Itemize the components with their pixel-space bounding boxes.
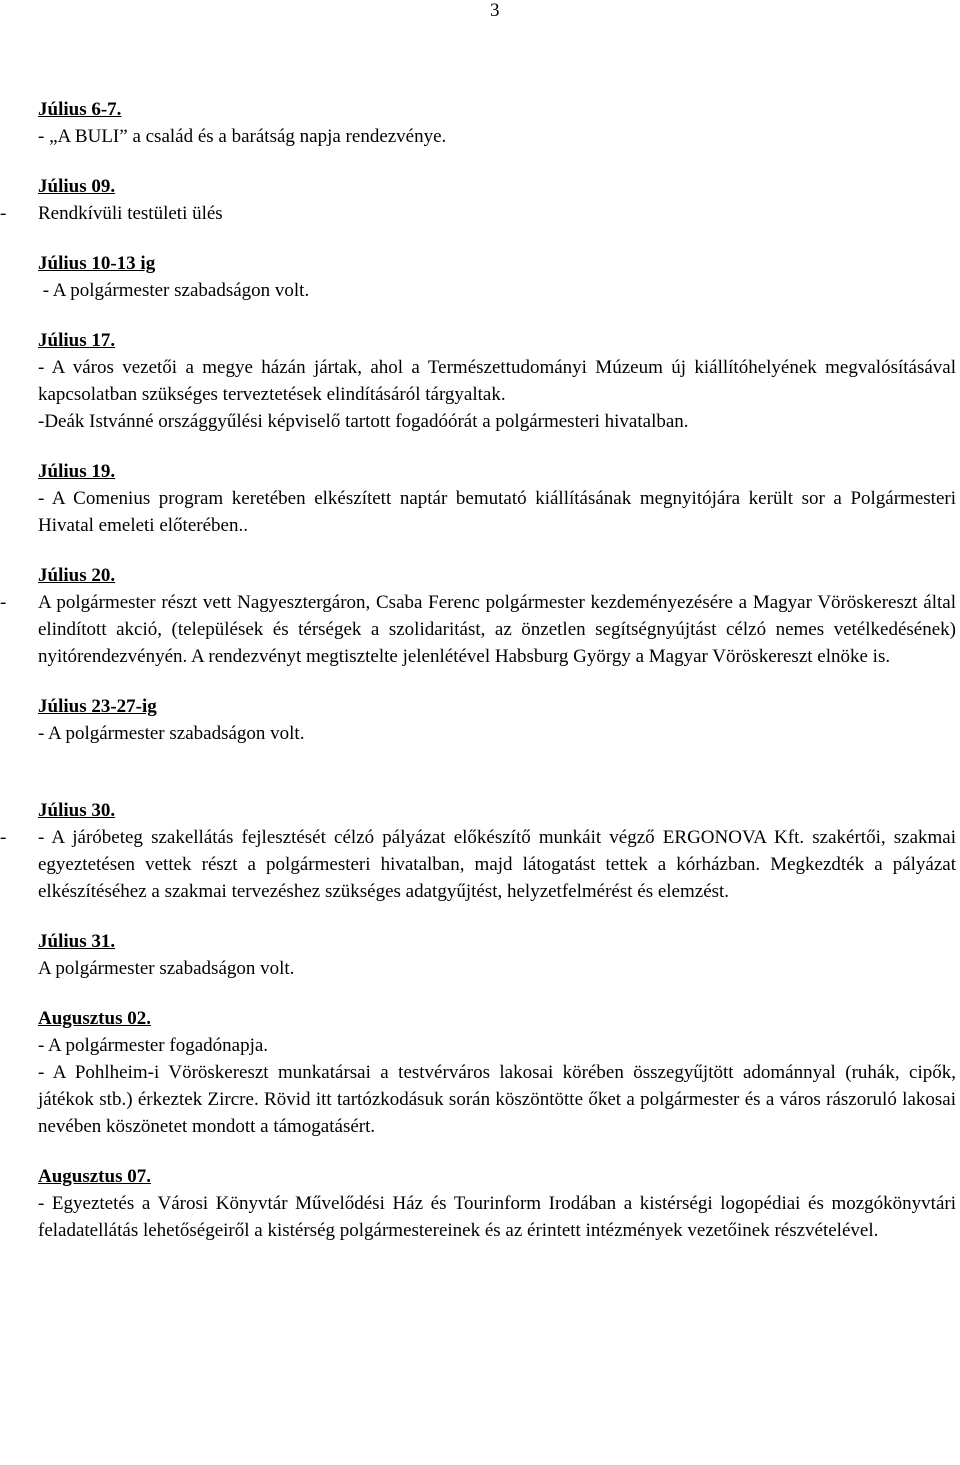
entry-text — [0, 824, 956, 905]
entry-august-02 — [38, 1005, 956, 1140]
entry-text: - A polgármester szabadságon volt. — [38, 280, 310, 301]
entry-text — [0, 200, 956, 227]
entry-july-6-7 — [38, 96, 956, 150]
page-number: 3 — [490, 0, 500, 21]
entry-text: A polgármester szabadságon volt. — [38, 958, 295, 979]
entry-text-content: Rendkívüli testületi ülés — [38, 203, 223, 224]
entry-date: Július 09. — [38, 176, 116, 197]
entry-july-10-13 — [38, 250, 956, 304]
entry-text: - „A BULI” a család és a barátság napja rendezvénye. — [38, 126, 447, 147]
entry-july-09 — [0, 173, 956, 227]
entry-august-07 — [38, 1163, 956, 1244]
entry-date: Július 30. — [38, 800, 116, 821]
list-dash: - — [0, 592, 7, 613]
document-body — [0, 96, 956, 1267]
entry-july-23-27 — [38, 693, 956, 747]
entry-date: Július 6-7. — [38, 99, 122, 120]
entry-text — [0, 589, 956, 670]
entry-july-20 — [0, 562, 956, 670]
entry-july-31 — [38, 928, 956, 982]
entry-text-content: A polgármester részt vett Nagyesztergáron, Csaba Ferenc polgármester kezdeményezésére a Magyar Vöröskereszt által elindított akció, (települések és térségek a szolidaritást, az önzetlen segítségnyújtást célzó nemes vetélkedésének) nyitórendezvényén. A rendezvényt megtisztelte jelenlétével Habsburg György a Magyar Vöröskereszt elnöke is. — [38, 592, 956, 667]
entry-date: Augusztus 02. — [38, 1008, 151, 1029]
list-dash: - — [0, 203, 7, 224]
entry-date: Augusztus 07. — [38, 1166, 151, 1187]
entry-date: Július 23-27-ig — [38, 696, 157, 717]
entry-text: - A Pohlheim-i Vöröskereszt munkatársai a testvérváros lakosai körében összegyűjtött adománnyal (ruhák, cipők, játékok stb.) érkeztek Zircre. Rövid itt tartózkodásuk során köszöntötte őket a polgármester és a város rászoruló lakosai nevében köszönetet mondott a támogatásért. — [38, 1062, 956, 1137]
entry-text: - Egyeztetés a Városi Könyvtár Művelődési Ház és Tourinform Irodában a kistérségi logopédiai és mozgókönyvtári feladatellátás lehetőségeiről a kistérség polgármestereinek és az érintett intézmények vezetőinek részvételével. — [38, 1193, 956, 1241]
entry-july-19 — [38, 458, 956, 539]
entry-text: - A polgármester szabadságon volt. — [38, 723, 305, 744]
entry-text: - A polgármester fogadónapja. — [38, 1035, 269, 1056]
entry-date: Július 31. — [38, 931, 116, 952]
entry-text: - A város vezetői a megye házán jártak, ahol a Természettudományi Múzeum új kiállítóhelyének megvalósításával kapcsolatban szükséges terveztetések elindításáról tárgyaltak. — [38, 357, 956, 405]
entry-text: - A Comenius program keretében elkészített naptár bemutató kiállításának megnyitójára került sor a Polgármesteri Hivatal emeleti előterében.. — [38, 488, 956, 536]
entry-july-30 — [0, 797, 956, 905]
entry-date: Július 17. — [38, 330, 116, 351]
list-dash: - — [0, 827, 7, 848]
entry-july-17 — [38, 327, 956, 435]
entry-text: -Deák Istvánné országgyűlési képviselő tartott fogadóórát a polgármesteri hivatalban. — [38, 411, 689, 432]
entry-date: Július 20. — [38, 565, 116, 586]
entry-text-content: - A járóbeteg szakellátás fejlesztését célzó pályázat előkészítő munkáit végző ERGONOVA Kft. szakértői, szakmai egyeztetésen vettek részt a polgármesteri hivatalban, majd látogatást tettek a kórházban. Megkezdték a pályázat elkészítéséhez a szakmai tervezéshez szükséges adatgyűjtést, helyzetfelmérést és elemzést. — [38, 827, 956, 902]
entry-date: Július 10-13 ig — [38, 253, 156, 274]
entry-date: Július 19. — [38, 461, 116, 482]
